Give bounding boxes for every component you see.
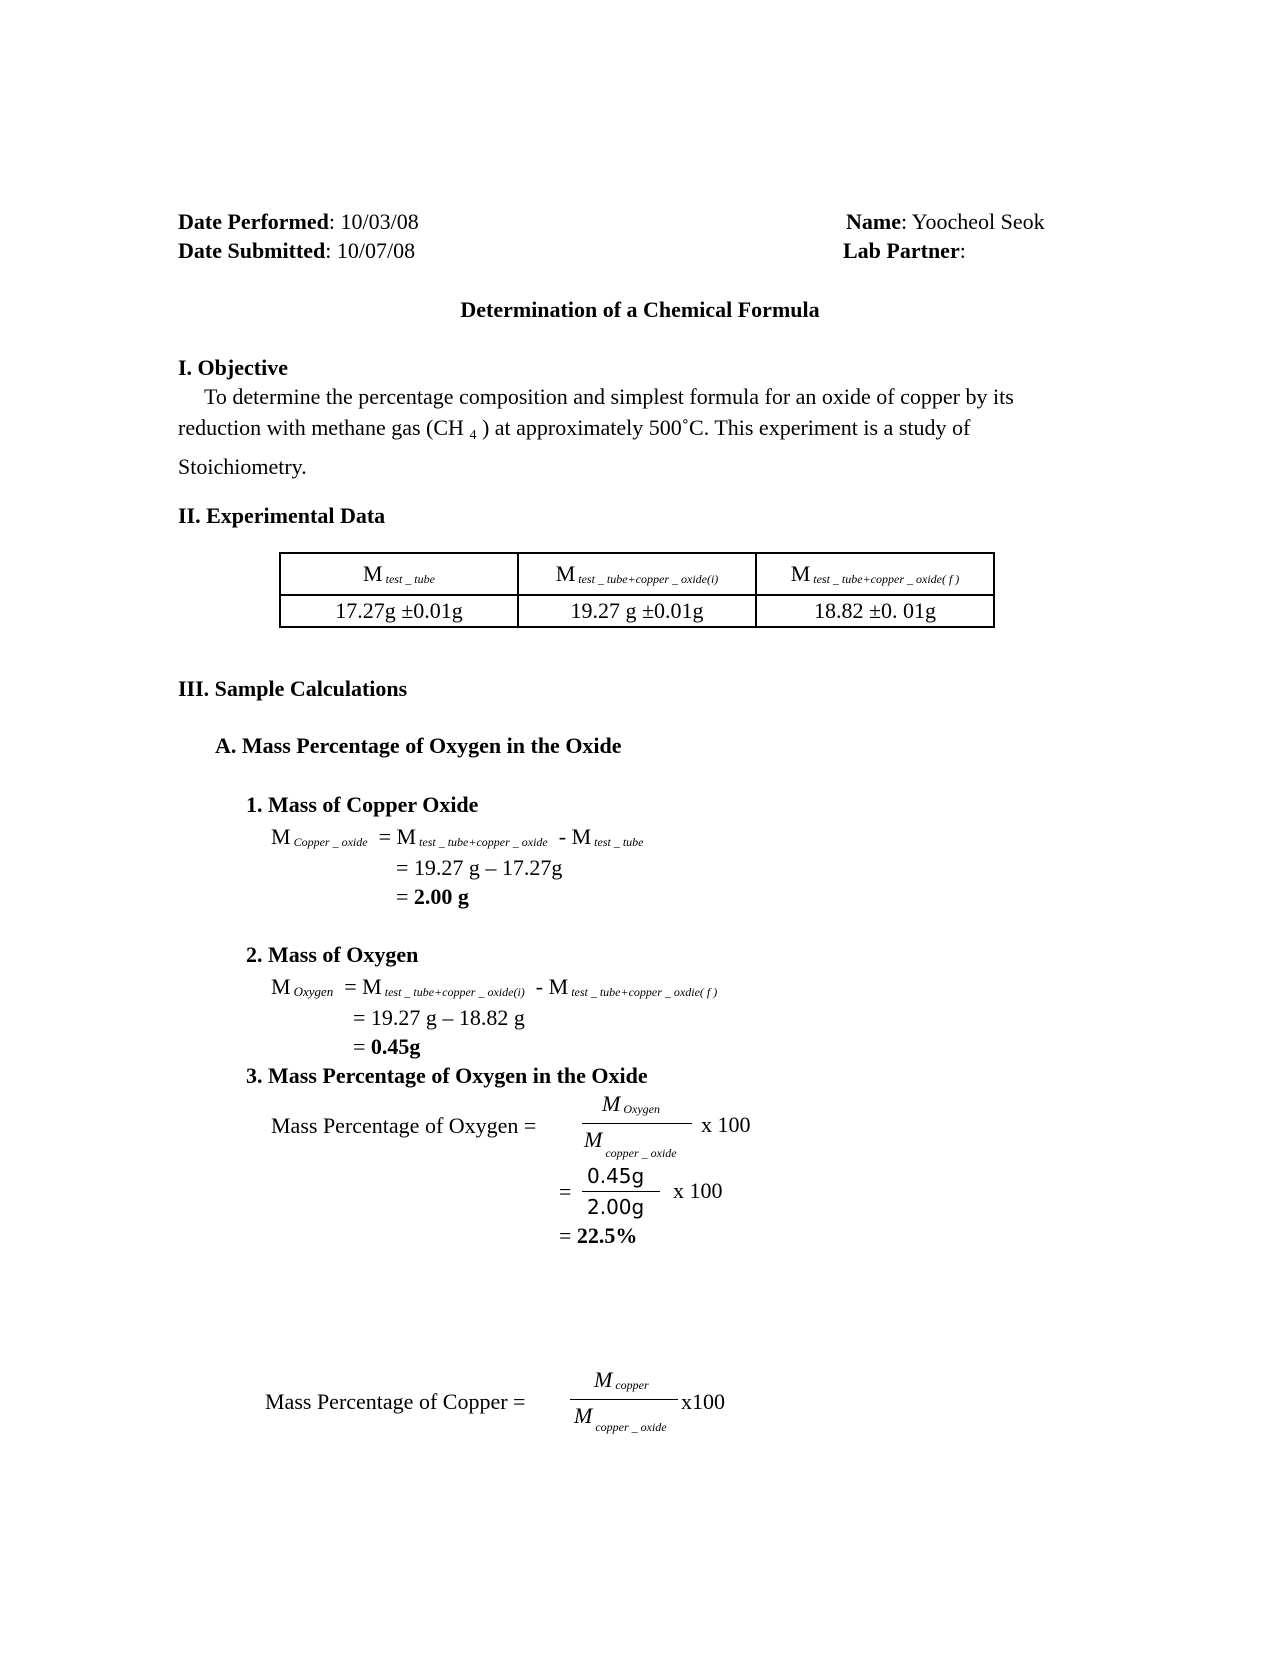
step2-heading-text: 2. Mass of Oxygen	[246, 942, 419, 967]
den-base: M	[584, 1127, 603, 1152]
header-base: M	[555, 561, 576, 586]
objective-heading	[178, 354, 288, 382]
step1-equation	[271, 823, 643, 856]
step2-heading	[246, 941, 418, 969]
step2-result: 0.45g	[370, 1034, 421, 1059]
date-performed-label: Date Performed	[178, 209, 329, 234]
experimental-heading-text: II. Experimental Data	[178, 503, 386, 528]
student-name	[846, 208, 1045, 236]
copper-fraction	[570, 1366, 680, 1438]
fraction-denominator	[584, 1126, 677, 1167]
experimental-heading	[178, 502, 385, 530]
section-a-heading-text: A. Mass Percentage of Oxygen in the Oxide	[215, 733, 622, 758]
table-header-cell	[518, 553, 756, 595]
table-cell: 19.27 g ±0.01g	[518, 595, 756, 627]
step2-line2: = 19.27 g – 18.82 g	[353, 1005, 525, 1030]
calculations-heading	[178, 675, 407, 703]
step2-equation	[271, 973, 717, 1006]
eq-sign-2: =	[559, 1179, 572, 1204]
header-base: M	[790, 561, 811, 586]
fraction-numerator	[602, 1090, 660, 1123]
eq-sign: =	[559, 1223, 577, 1248]
oxygen-percentage-label: Mass Percentage of Oxygen =	[271, 1113, 537, 1138]
date-performed	[178, 208, 419, 236]
date-submitted-value: : 10/07/08	[325, 238, 416, 263]
num-base: M	[594, 1367, 613, 1392]
den-base: M	[574, 1403, 593, 1428]
eq-term: = M	[344, 974, 382, 999]
table-cell: 17.27g ±0.01g	[280, 595, 518, 627]
fraction-numerator-value: 0.45g	[587, 1164, 645, 1188]
lab-partner-value: :	[959, 238, 966, 263]
step1-heading-text: 1. Mass of Copper Oxide	[246, 792, 479, 817]
oxygen-result	[559, 1222, 637, 1250]
eq-sign: =	[396, 884, 414, 909]
page-title	[0, 296, 1280, 324]
step3-heading	[246, 1062, 648, 1090]
table-row	[280, 595, 994, 627]
step1-result: 2.00 g	[413, 884, 469, 909]
den-sub: copper _ oxide	[595, 1420, 667, 1434]
copper-percentage-label: Mass Percentage of Copper =	[265, 1389, 526, 1414]
header-sub: test _ tube	[385, 572, 435, 586]
eq-sub: Oxygen	[293, 984, 334, 999]
step1-heading	[246, 791, 478, 819]
eq-sub: test _ tube+copper _ oxdie( f )	[571, 985, 718, 999]
calculations-heading-text: III. Sample Calculations	[178, 676, 408, 701]
eq-term: - M	[535, 974, 569, 999]
eq-sub: test _ tube	[594, 835, 644, 849]
times-100: x 100	[701, 1112, 751, 1137]
section-a-heading	[215, 732, 622, 760]
objective-paragraph	[178, 381, 1098, 482]
eq-sub: Copper _ oxide	[293, 835, 368, 849]
table-cell: 18.82 ±0. 01g	[756, 595, 994, 627]
fraction-bar	[582, 1123, 692, 1124]
date-submitted-label: Date Submitted	[178, 238, 326, 263]
num-sub: Oxygen	[623, 1102, 660, 1116]
eq-term: - M	[558, 824, 592, 849]
step2-line3	[353, 1033, 420, 1061]
eq-term: M	[271, 974, 291, 999]
eq-sub: test _ tube+copper _ oxide	[419, 835, 548, 849]
name-value: : Yoocheol Seok	[900, 209, 1045, 234]
objective-text-2: ) at approximately 500˚C. This experiment is a study of Stoichiometry.	[178, 415, 971, 479]
fraction-denominator-value: 2.00g	[587, 1195, 645, 1219]
table-header-cell	[756, 553, 994, 595]
table-header-cell	[280, 553, 518, 595]
objective-text-1: To determine the percentage composition and simplest formula for an oxide of copper by its reduction with methane gas (CH	[178, 384, 1014, 440]
fraction-numerator	[594, 1366, 649, 1399]
times-100-2: x 100	[673, 1178, 723, 1203]
den-sub: copper _ oxide	[605, 1146, 677, 1160]
fraction-bar	[570, 1399, 678, 1400]
copper-times-100: x100	[681, 1389, 725, 1414]
header-sub: test _ tube+copper _ oxide( f )	[813, 572, 960, 586]
fraction-bar	[582, 1191, 660, 1192]
oxygen-percentage-result: 22.5%	[576, 1223, 638, 1248]
lab-partner	[843, 237, 966, 265]
value-fraction	[582, 1162, 660, 1224]
num-sub: copper	[615, 1378, 649, 1392]
eq-term: M	[271, 824, 291, 849]
fraction-denominator	[574, 1402, 667, 1441]
data-table	[279, 552, 995, 628]
step1-line3	[396, 883, 469, 911]
step3-heading-text: 3. Mass Percentage of Oxygen in the Oxide	[246, 1063, 648, 1088]
name-label: Name	[846, 209, 901, 234]
table-header-row	[280, 553, 994, 595]
header-base: M	[363, 561, 383, 586]
objective-heading-text: I. Objective	[178, 355, 288, 380]
eq-sign: =	[353, 1034, 371, 1059]
header-sub: test _ tube+copper _ oxide(i)	[578, 572, 719, 586]
objective-subscript: 4	[469, 428, 477, 443]
oxygen-fraction	[582, 1090, 692, 1162]
lab-partner-label: Lab Partner	[843, 238, 960, 263]
date-submitted	[178, 237, 415, 265]
date-performed-value: : 10/03/08	[328, 209, 419, 234]
eq-term: = M	[378, 824, 417, 849]
num-base: M	[602, 1091, 621, 1116]
step1-line2: = 19.27 g – 17.27g	[396, 855, 563, 880]
eq-sub: test _ tube+copper _ oxide(i)	[384, 985, 525, 999]
page-title-text: Determination of a Chemical Formula	[460, 297, 820, 322]
